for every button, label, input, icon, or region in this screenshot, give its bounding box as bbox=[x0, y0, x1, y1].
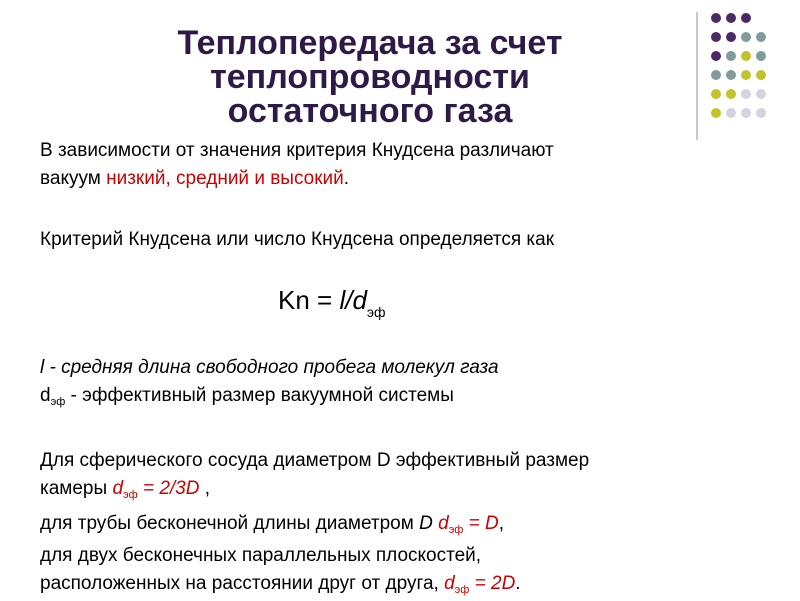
decorative-dot-grid bbox=[711, 13, 775, 133]
var-l-symbol: l bbox=[40, 357, 45, 378]
decorative-dot bbox=[741, 70, 751, 80]
slide-title bbox=[100, 26, 640, 128]
decorative-dot bbox=[756, 89, 766, 99]
definition-text: Критерий Кнудсена или число Кнудсена определяется как bbox=[40, 229, 555, 250]
pipe-suffix: , bbox=[498, 513, 505, 534]
pipe-diameter: D bbox=[419, 513, 433, 534]
decorative-dot bbox=[726, 89, 736, 99]
decorative-dot bbox=[711, 70, 721, 80]
var-l-line bbox=[40, 357, 499, 379]
formula-left: Kn = bbox=[278, 285, 340, 315]
formula-subscript: эф bbox=[366, 304, 386, 320]
sphere-d: d bbox=[112, 478, 124, 499]
decorative-dot bbox=[711, 13, 721, 23]
sphere-subscript: эф bbox=[123, 489, 138, 501]
intro-suffix: . bbox=[343, 168, 350, 189]
decorative-dot bbox=[711, 108, 721, 118]
decorative-dot bbox=[741, 13, 751, 23]
formula-d: /d bbox=[345, 285, 367, 315]
pipe-line bbox=[40, 513, 504, 541]
decorative-dot bbox=[756, 51, 766, 61]
intro-line-2 bbox=[40, 168, 349, 190]
planes-suffix: . bbox=[515, 573, 521, 594]
decorative-dot bbox=[756, 108, 766, 118]
sphere-line-1: Для сферического сосуда диаметром D эффективный размер bbox=[40, 450, 590, 471]
var-d-text: - эффективный размер вакуумной системы bbox=[65, 385, 454, 406]
pipe-value: = D bbox=[463, 513, 499, 534]
pipe-d: d bbox=[438, 513, 449, 534]
planes-line-2 bbox=[40, 573, 521, 601]
decorative-dot bbox=[711, 32, 721, 42]
decorative-dot bbox=[726, 32, 736, 42]
decorative-dot bbox=[756, 70, 766, 80]
knudsen-formula bbox=[278, 285, 386, 327]
decorative-dot bbox=[741, 108, 751, 118]
decorative-dot bbox=[726, 13, 736, 23]
intro-prefix: вакуум bbox=[40, 168, 107, 189]
var-l-text: - средняя длина свободного пробега молекул газа bbox=[44, 357, 499, 378]
decorative-divider bbox=[696, 12, 698, 140]
decorative-dot bbox=[741, 51, 751, 61]
title-line-3: остаточного газа bbox=[227, 92, 513, 130]
planes-d: d bbox=[444, 573, 455, 594]
title-line-1: Теплопередача за счет bbox=[177, 24, 563, 62]
planes-value: = 2D bbox=[469, 573, 516, 594]
sphere-prefix: камеры bbox=[40, 478, 113, 499]
sphere-line-2 bbox=[40, 478, 210, 506]
planes-line-1: для двух бесконечных параллельных плоскостей, bbox=[40, 545, 482, 566]
sphere-value: = 2/3D bbox=[137, 478, 200, 499]
planes-prefix: расположенных на расстоянии друг от друга, bbox=[40, 573, 445, 594]
decorative-dot bbox=[756, 32, 766, 42]
var-d-symbol: d bbox=[40, 385, 51, 406]
decorative-dot bbox=[741, 89, 751, 99]
decorative-dot bbox=[711, 89, 721, 99]
decorative-dot bbox=[711, 51, 721, 61]
formula-l: l bbox=[339, 285, 346, 315]
pipe-subscript: эф bbox=[448, 524, 464, 536]
var-d-line bbox=[40, 385, 454, 413]
intro-line-1: В зависимости от значения критерия Кнудсена различают bbox=[40, 140, 554, 161]
var-d-subscript: эф bbox=[50, 396, 66, 408]
decorative-dot bbox=[726, 108, 736, 118]
sphere-suffix: , bbox=[199, 478, 211, 499]
decorative-dot bbox=[726, 51, 736, 61]
pipe-prefix: для трубы бесконечной длины диаметром bbox=[40, 513, 420, 534]
vacuum-types: низкий, средний и высокий bbox=[106, 168, 344, 189]
decorative-dot bbox=[726, 70, 736, 80]
title-line-2: теплопроводности bbox=[210, 58, 530, 96]
planes-subscript: эф bbox=[454, 584, 470, 596]
decorative-dot bbox=[741, 32, 751, 42]
